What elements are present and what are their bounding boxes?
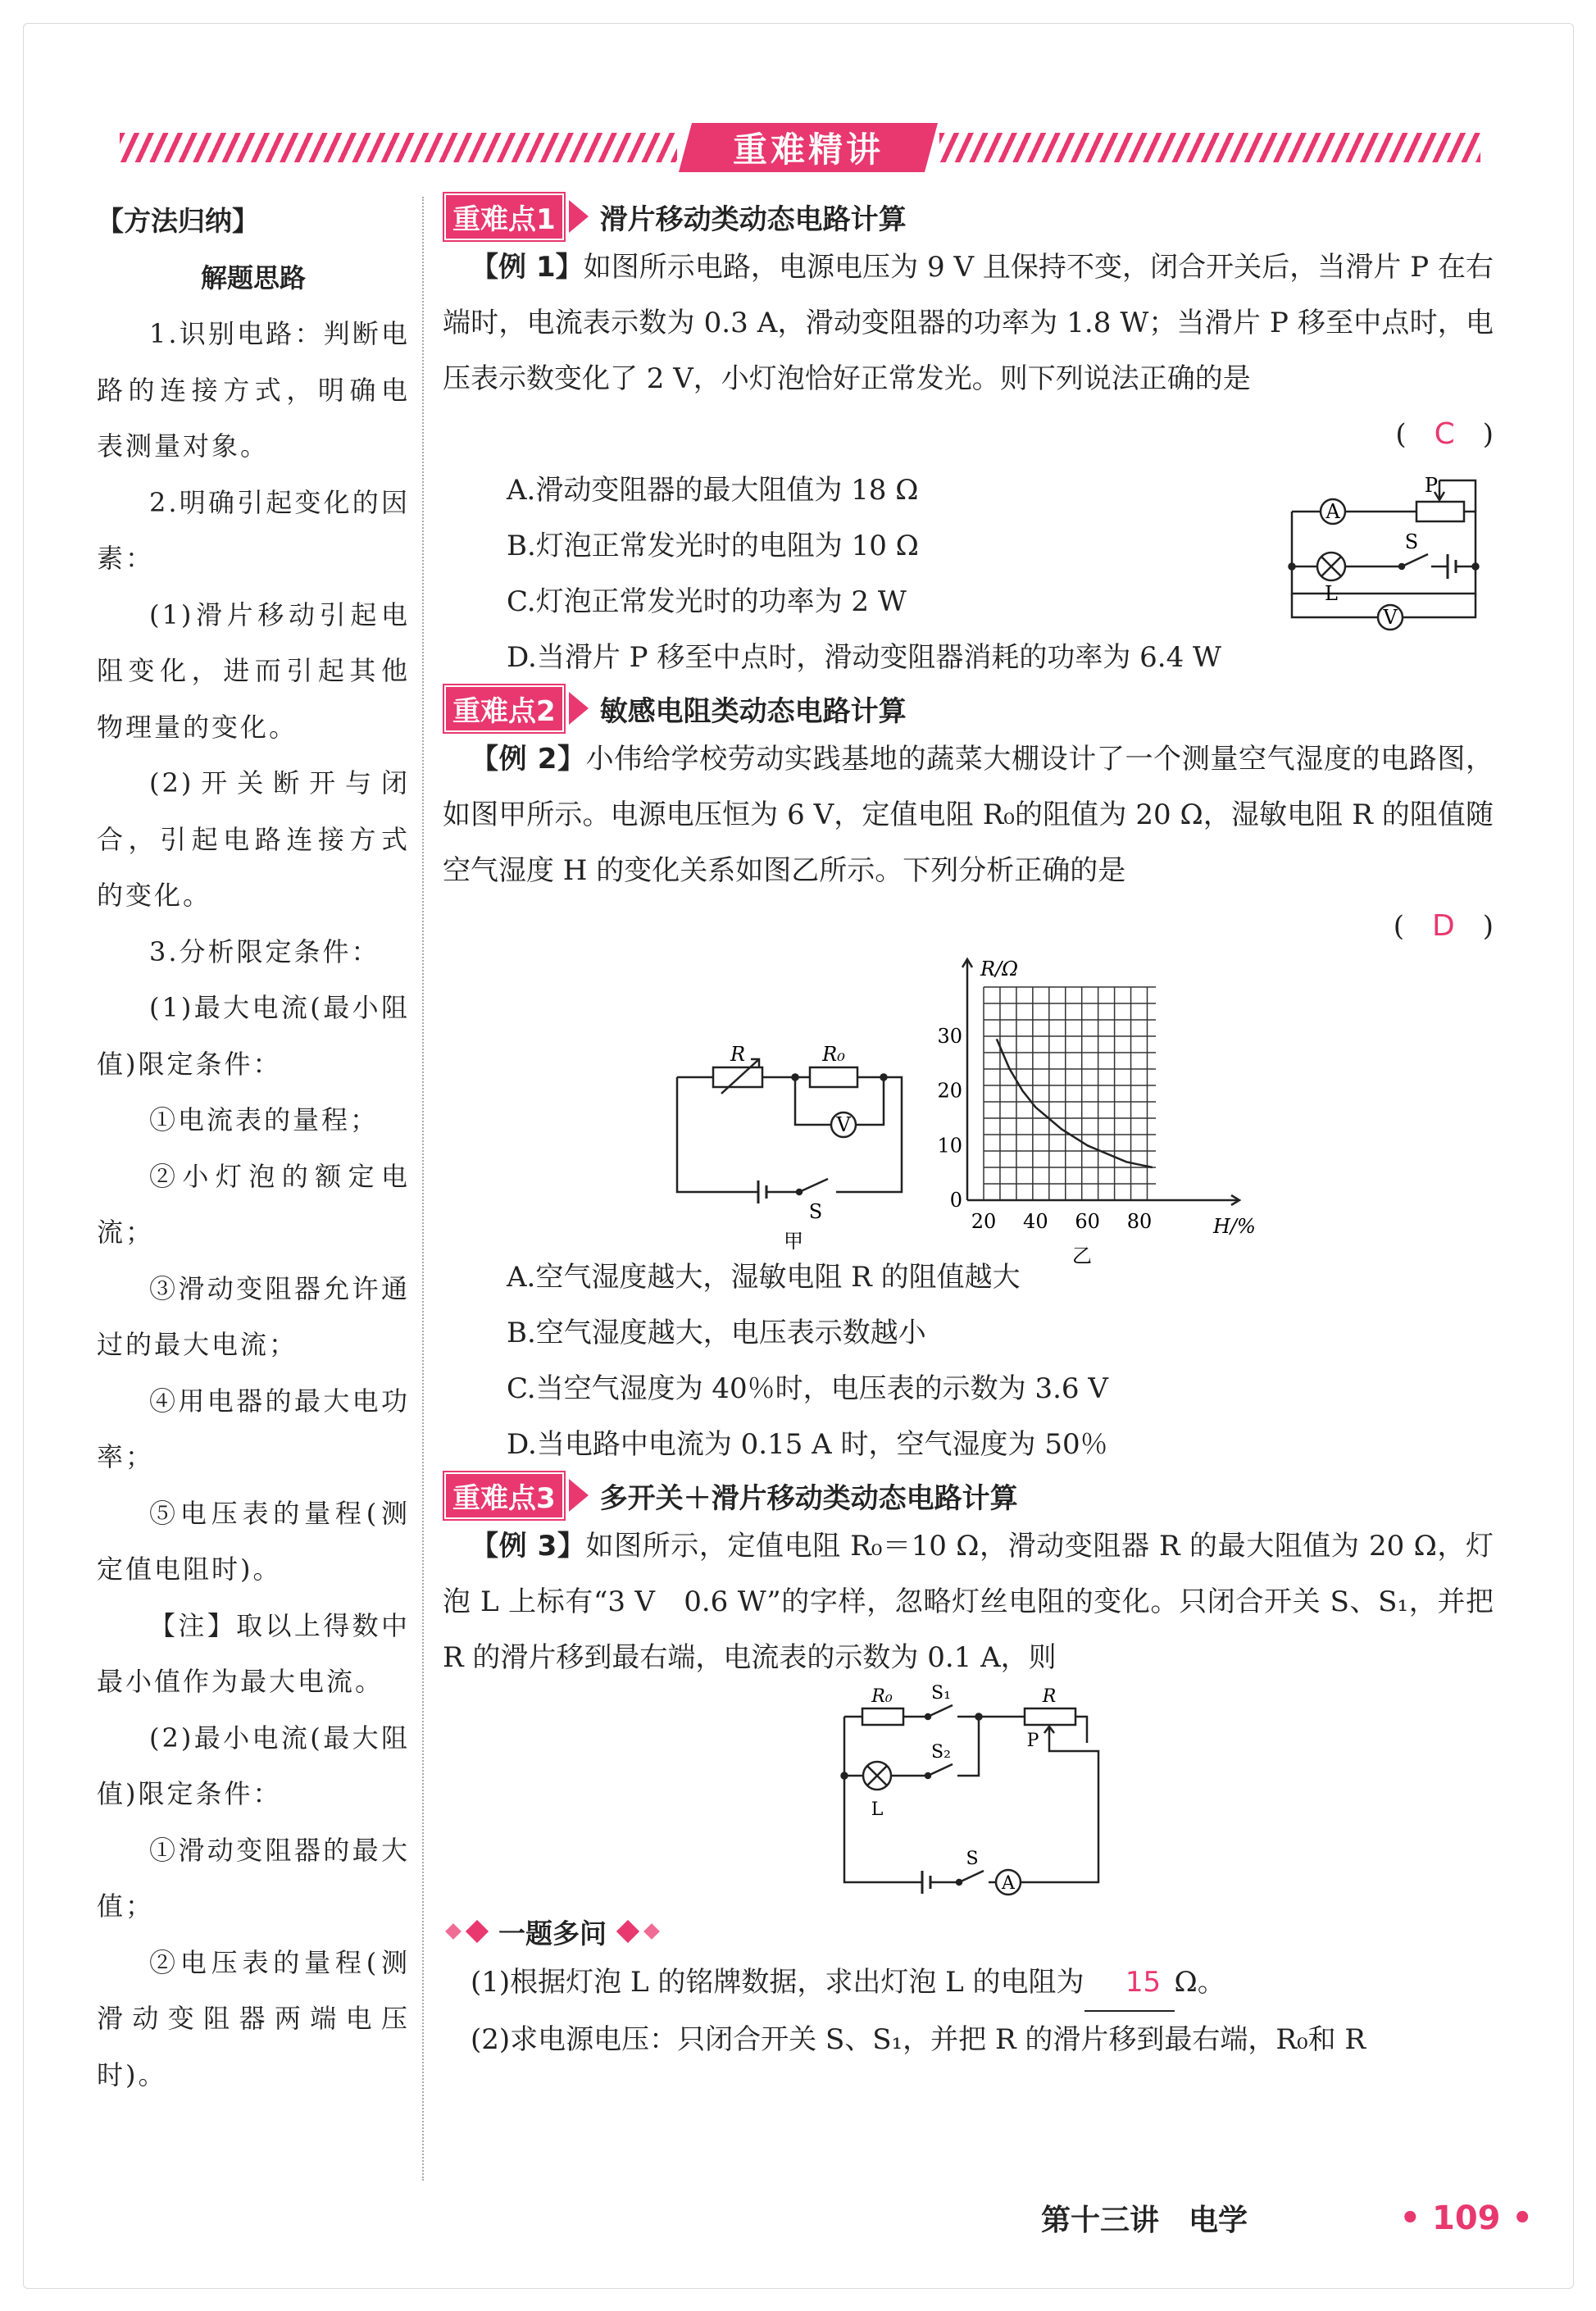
option-1c: C.灯泡正常发光时的功率为 2 W	[507, 585, 907, 618]
resistor-r-label: R	[730, 1043, 746, 1066]
page-footer	[1041, 2197, 1533, 2239]
example-2-text	[443, 731, 1494, 898]
answer-2: D	[1432, 909, 1455, 943]
option-1d: D.当滑片 P 移至中点时，滑动变阻器消耗的功率为 6.4 W	[507, 641, 1221, 674]
option-2b: B.空气湿度越大，电压表示数越小	[507, 1317, 926, 1349]
example-1-options-area	[443, 462, 1494, 685]
sidebar-subheading: 解题思路	[200, 262, 306, 293]
answer-line-2	[443, 898, 1494, 954]
example-3-body: 如图所示，定值电阻 R₀＝10 Ω，滑动变阻器 R 的最大阻值为 20 Ω，灯泡 L 上标有“3 V 0.6 W”的字样，忽略灯丝电阻的变化。只闭合开关 S、S₁，并把 R 的滑片移到最右端，电流表的示数为 0.1 A，则	[443, 1530, 1494, 1674]
option-2a: A.空气湿度越大，湿敏电阻 R 的阻值越大	[507, 1261, 1021, 1294]
main-column	[443, 193, 1494, 2068]
section-tag-2: 重难点2	[443, 684, 566, 734]
multi-question-title: 一题多问	[498, 1917, 607, 1949]
figure-caption-yi: 乙	[1072, 1244, 1092, 1267]
example-3-label: 【例 3】	[471, 1530, 586, 1563]
series-line-R	[997, 1039, 1153, 1167]
section-title-3: 多开关＋滑片移动类动态电路计算	[599, 1481, 1018, 1515]
example-1-body: 如图所示电路，电源电压为 9 V 且保持不变，闭合开关后，当滑片 P 在右端时，电流表示数为 0.3 A，滑动变阻器的功率为 1.8 W；当滑片 P 移至中点时，电压表示数变化了 2 V，小灯泡恰好正常发光。则下列说法正确的是	[443, 251, 1494, 395]
triangle-arrow-icon	[569, 1479, 589, 1512]
sidebar-p9: ③滑动变阻器允许通过的最大电流；	[97, 1272, 410, 1360]
option-1a: A.滑动变阻器的最大阻值为 18 Ω	[507, 474, 919, 507]
circuit-diagram-1	[1279, 462, 1495, 629]
banner-title: 重难精讲	[732, 130, 884, 170]
switch-label-1: S	[1404, 530, 1419, 553]
sidebar-p8: ②小灯泡的额定电流；	[97, 1160, 410, 1248]
example-1-text	[443, 239, 1494, 407]
sidebar-p10: ④用电器的最大电功率；	[97, 1385, 410, 1472]
question-1-answer: 15	[1084, 1954, 1175, 2012]
sidebar-p12: 【注】取以上得数中最小值作为最大电流。	[97, 1609, 410, 1697]
sidebar-p2: 2.明确引起变化的因素：	[97, 486, 410, 574]
example-2-body: 小伟给学校劳动实践基地的蔬菜大棚设计了一个测量空气湿度的电路图，如图甲所示。电源电压恒为 6 V，定值电阻 R₀的阻值为 20 Ω，湿敏电阻 R 的阻值随空气湿度 H 的变化关系如图乙所示。下列分析正确的是	[443, 743, 1494, 887]
triangle-arrow-icon	[569, 200, 589, 233]
header-banner	[120, 123, 1480, 172]
section-header-3	[443, 1472, 1494, 1518]
s1-label-3: S₁	[931, 1683, 951, 1704]
example-3-text	[443, 1518, 1494, 1685]
sidebar-p5: 3.分析限定条件：	[149, 935, 380, 967]
section-header-1	[443, 193, 1494, 239]
section-tag-3: 重难点3	[443, 1471, 566, 1521]
x-tick-label: 80	[1126, 1210, 1153, 1233]
r0-label-3: R₀	[871, 1686, 893, 1707]
sidebar-p3: (1)滑片移动引起电阻变化，进而引起其他物理量的变化。	[97, 598, 410, 743]
section-title-1: 滑片移动类动态电路计算	[599, 202, 907, 236]
ammeter-label-1: A	[1325, 500, 1340, 523]
option-1b: B.灯泡正常发光时的电阻为 10 Ω	[507, 530, 919, 562]
column-divider	[422, 197, 424, 2181]
sidebar-p11: ⑤电压表的量程(测定值电阻时)。	[97, 1497, 410, 1585]
example-2-figures	[443, 954, 1494, 1267]
s2-label-3: S₂	[931, 1742, 951, 1763]
diamond-icon	[445, 1923, 462, 1940]
y-tick-label: 30	[937, 1025, 962, 1048]
sidebar-p4: (2)开关断开与闭合，引起电路连接方式的变化。	[97, 767, 410, 911]
figure-caption-jia: 甲	[784, 1230, 803, 1253]
page-number: • 109 •	[1399, 2199, 1533, 2237]
switch-label-2: S	[808, 1200, 823, 1223]
sidebar-p15: ②电压表的量程(测滑动变阻器两端电压时)。	[97, 1946, 410, 2090]
example-2-options	[443, 1249, 1494, 1472]
sidebar-p7: ①电流表的量程；	[149, 1104, 380, 1135]
question-2: (2)求电源电压：只闭合开关 S、S₁，并把 R 的滑片移到最右端，R₀和 R	[471, 2023, 1366, 2056]
r-label-3: R	[1042, 1686, 1057, 1707]
answer-bracket-2: ( D )	[1393, 909, 1494, 943]
answer-bracket-1: ( C )	[1395, 417, 1494, 451]
sidebar-p1: 1.识别电路：判断电路的连接方式，明确电表测量对象。	[97, 318, 410, 462]
lecture-title: 第十三讲 电学	[1041, 2204, 1248, 2237]
section-header-2	[443, 685, 1494, 731]
slider-label-1: P	[1424, 474, 1439, 497]
triangle-arrow-icon	[569, 692, 589, 725]
y-tick-label: 20	[937, 1079, 962, 1103]
diamond-icon	[643, 1923, 660, 1940]
question-1-text: (1)根据灯泡 L 的铭牌数据，求出灯泡 L 的电阻为	[471, 1966, 1084, 1999]
example-1-label: 【例 1】	[471, 251, 584, 284]
y-tick-label: 10	[937, 1134, 962, 1158]
section-title-2: 敏感电阻类动态电路计算	[599, 694, 907, 728]
multi-question-heading	[443, 1908, 1494, 1954]
lamp-label-1: L	[1325, 582, 1338, 605]
sidebar-p13: (2)最小电流(最大阻值)限定条件：	[97, 1722, 410, 1809]
lamp-label-3: L	[871, 1799, 884, 1820]
y-tick-label: 0	[949, 1189, 962, 1212]
x-tick-label: 60	[1075, 1210, 1100, 1233]
sidebar-p14: ①滑动变阻器的最大值；	[97, 1834, 410, 1922]
section-tag-1: 重难点1	[443, 192, 566, 242]
answer-1: C	[1434, 417, 1455, 451]
y-axis-label: R/Ω	[980, 958, 1019, 980]
option-2c: C.当空气湿度为 40％时，电压表的示数为 3.6 V	[507, 1372, 1108, 1405]
s-label-3: S	[966, 1849, 979, 1869]
circuit-diagram-2	[672, 1003, 918, 1253]
resistor-r0-label: R₀	[822, 1043, 845, 1066]
x-tick-label: 20	[971, 1210, 997, 1233]
x-axis-label: H/%	[1213, 1215, 1256, 1238]
banner-stripe-left	[120, 133, 677, 162]
sidebar-p6: (1)最大电流(最小阻值)限定条件：	[97, 992, 410, 1080]
banner-stripe-right	[939, 133, 1480, 162]
question-1-unit: Ω。	[1174, 1966, 1225, 1999]
voltmeter-label-2: V	[836, 1113, 851, 1136]
p-label-3: P	[1026, 1731, 1039, 1751]
circuit-diagram-3	[828, 1685, 1107, 1899]
humidity-resistance-graph	[934, 954, 1256, 1267]
diamond-icon	[466, 1920, 489, 1943]
method-sidebar	[97, 193, 410, 2103]
example-2-label: 【例 2】	[471, 743, 586, 776]
answer-line-1	[443, 407, 1494, 462]
sidebar-heading: 【方法归纳】	[97, 205, 259, 237]
x-tick-label: 40	[1023, 1210, 1048, 1233]
ammeter-label-3: A	[1002, 1873, 1015, 1894]
diamond-icon	[616, 1920, 639, 1943]
banner-title-box	[679, 123, 938, 172]
question-1	[443, 1954, 1494, 2012]
option-2d: D.当电路中电流为 0.15 A 时，空气湿度为 50％	[507, 1428, 1108, 1461]
voltmeter-label-1: V	[1383, 606, 1398, 629]
